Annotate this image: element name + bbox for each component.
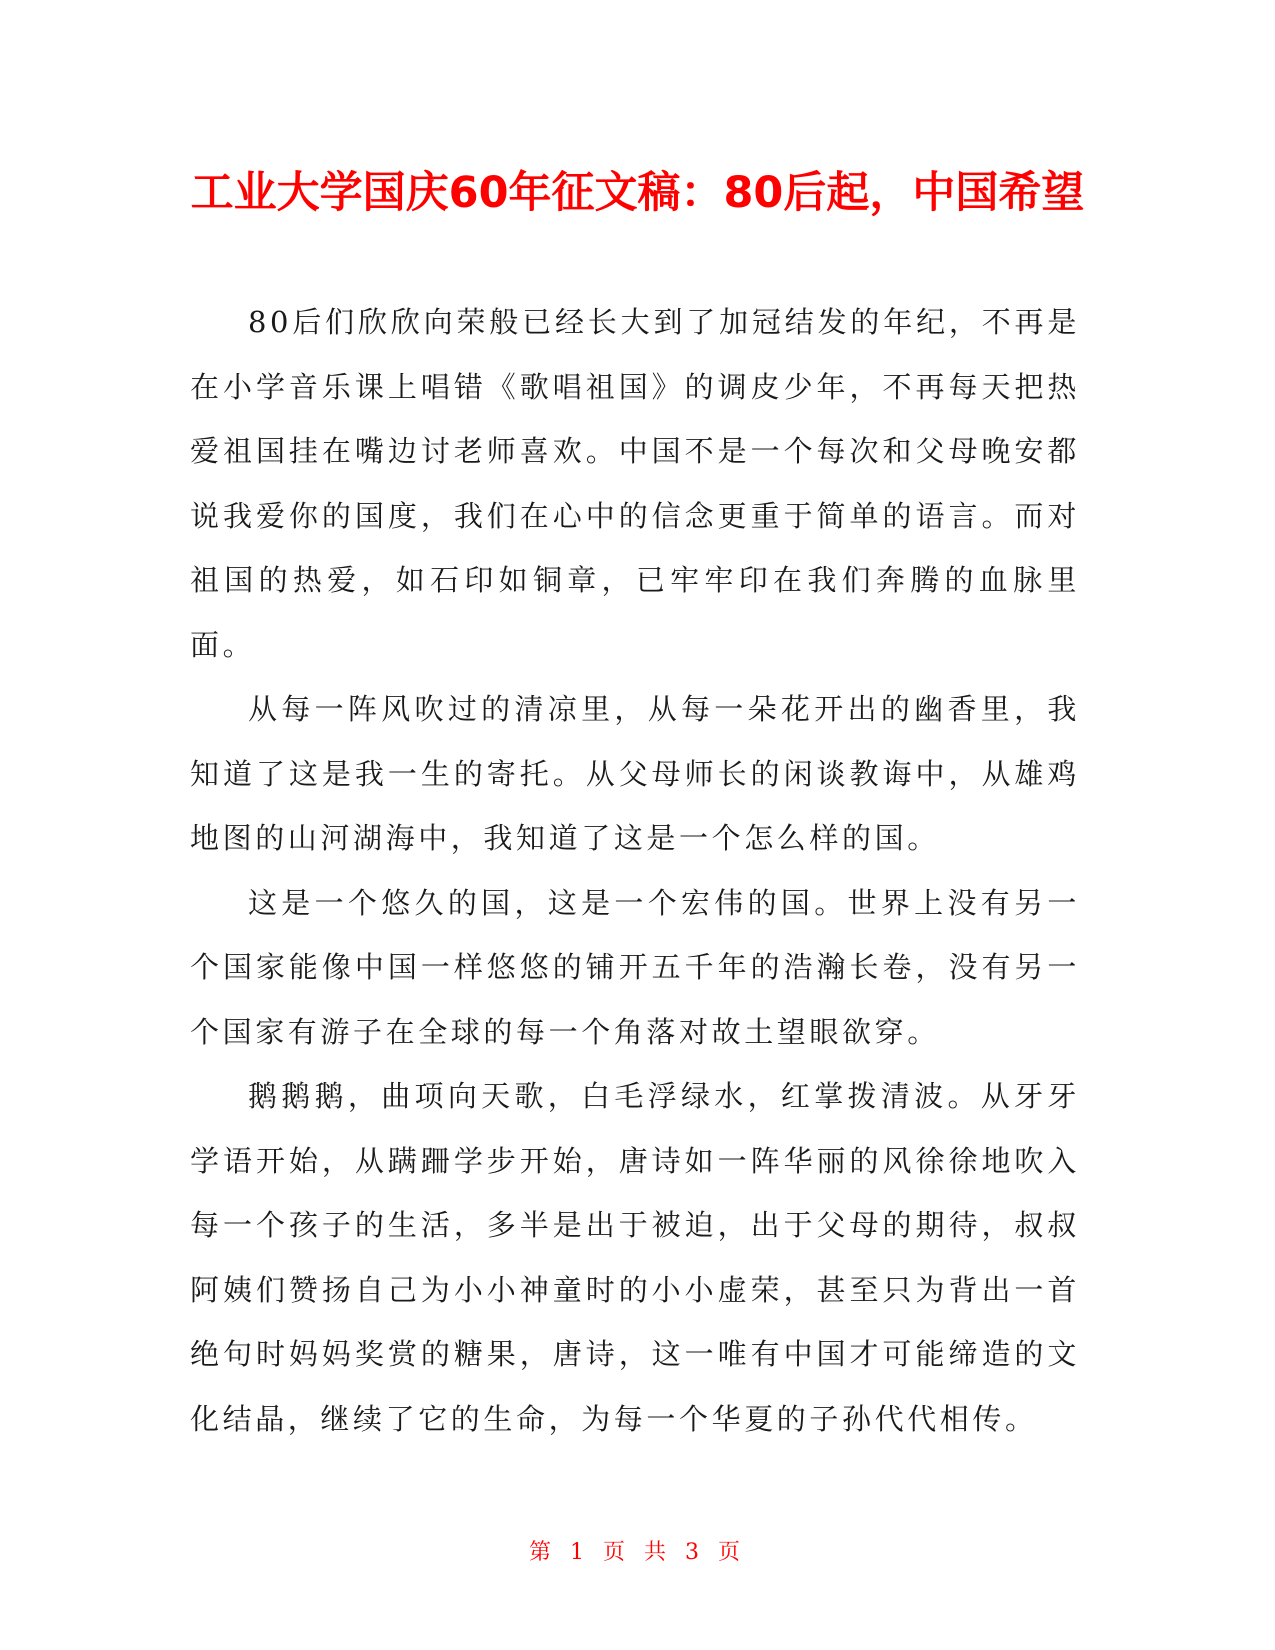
paragraph-3: 这是一个悠久的国，这是一个宏伟的国。世界上没有另一个国家能像中国一样悠悠的铺开五千年的浩瀚长卷，没有另一个国家有游子在全球的每一个角落对故土望眼欲穿。 (190, 885, 1080, 1049)
paragraph-2: 从每一阵风吹过的清凉里，从每一朵花开出的幽香里，我知道了这是我一生的寄托。从父母师长的闲谈教诲中，从雄鸡地图的山河湖海中，我知道了这是一个怎么样的国。 (190, 692, 1080, 855)
document-body (190, 290, 1080, 1451)
paragraph-1: 80后们欣欣向荣般已经长大到了加冠结发的年纪，不再是在小学音乐课上唱错《歌唱祖国》的调皮少年，不再每天把热爱祖国挂在嘴边讨老师喜欢。中国不是一个每次和父母晚安都说我爱你的国度，我们在心中的信念更重于简单的语言。而对祖国的热爱，如石印如铜章，已牢牢印在我们奔腾的血脉里面。 (190, 305, 1080, 662)
paragraph-4: 鹅鹅鹅，曲项向天歌，白毛浮绿水，红掌拨清波。从牙牙学语开始，从蹒跚学步开始，唐诗如一阵华丽的风徐徐地吹入每一个孩子的生活，多半是出于被迫，出于父母的期待，叔叔阿姨们赞扬自己为小小神童时的小小虚荣，甚至只为背出一首绝句时妈妈奖赏的糖果，唐诗，这一唯有中国才可能缔造的文化结晶，继续了它的生命，为每一个华夏的子孙代代相传。 (190, 1079, 1080, 1436)
document-title: 工业大学国庆60年征文稿：80后起，中国希望 (190, 168, 1085, 218)
page-number-footer: 第 1 页 共 3 页 (529, 1540, 746, 1565)
